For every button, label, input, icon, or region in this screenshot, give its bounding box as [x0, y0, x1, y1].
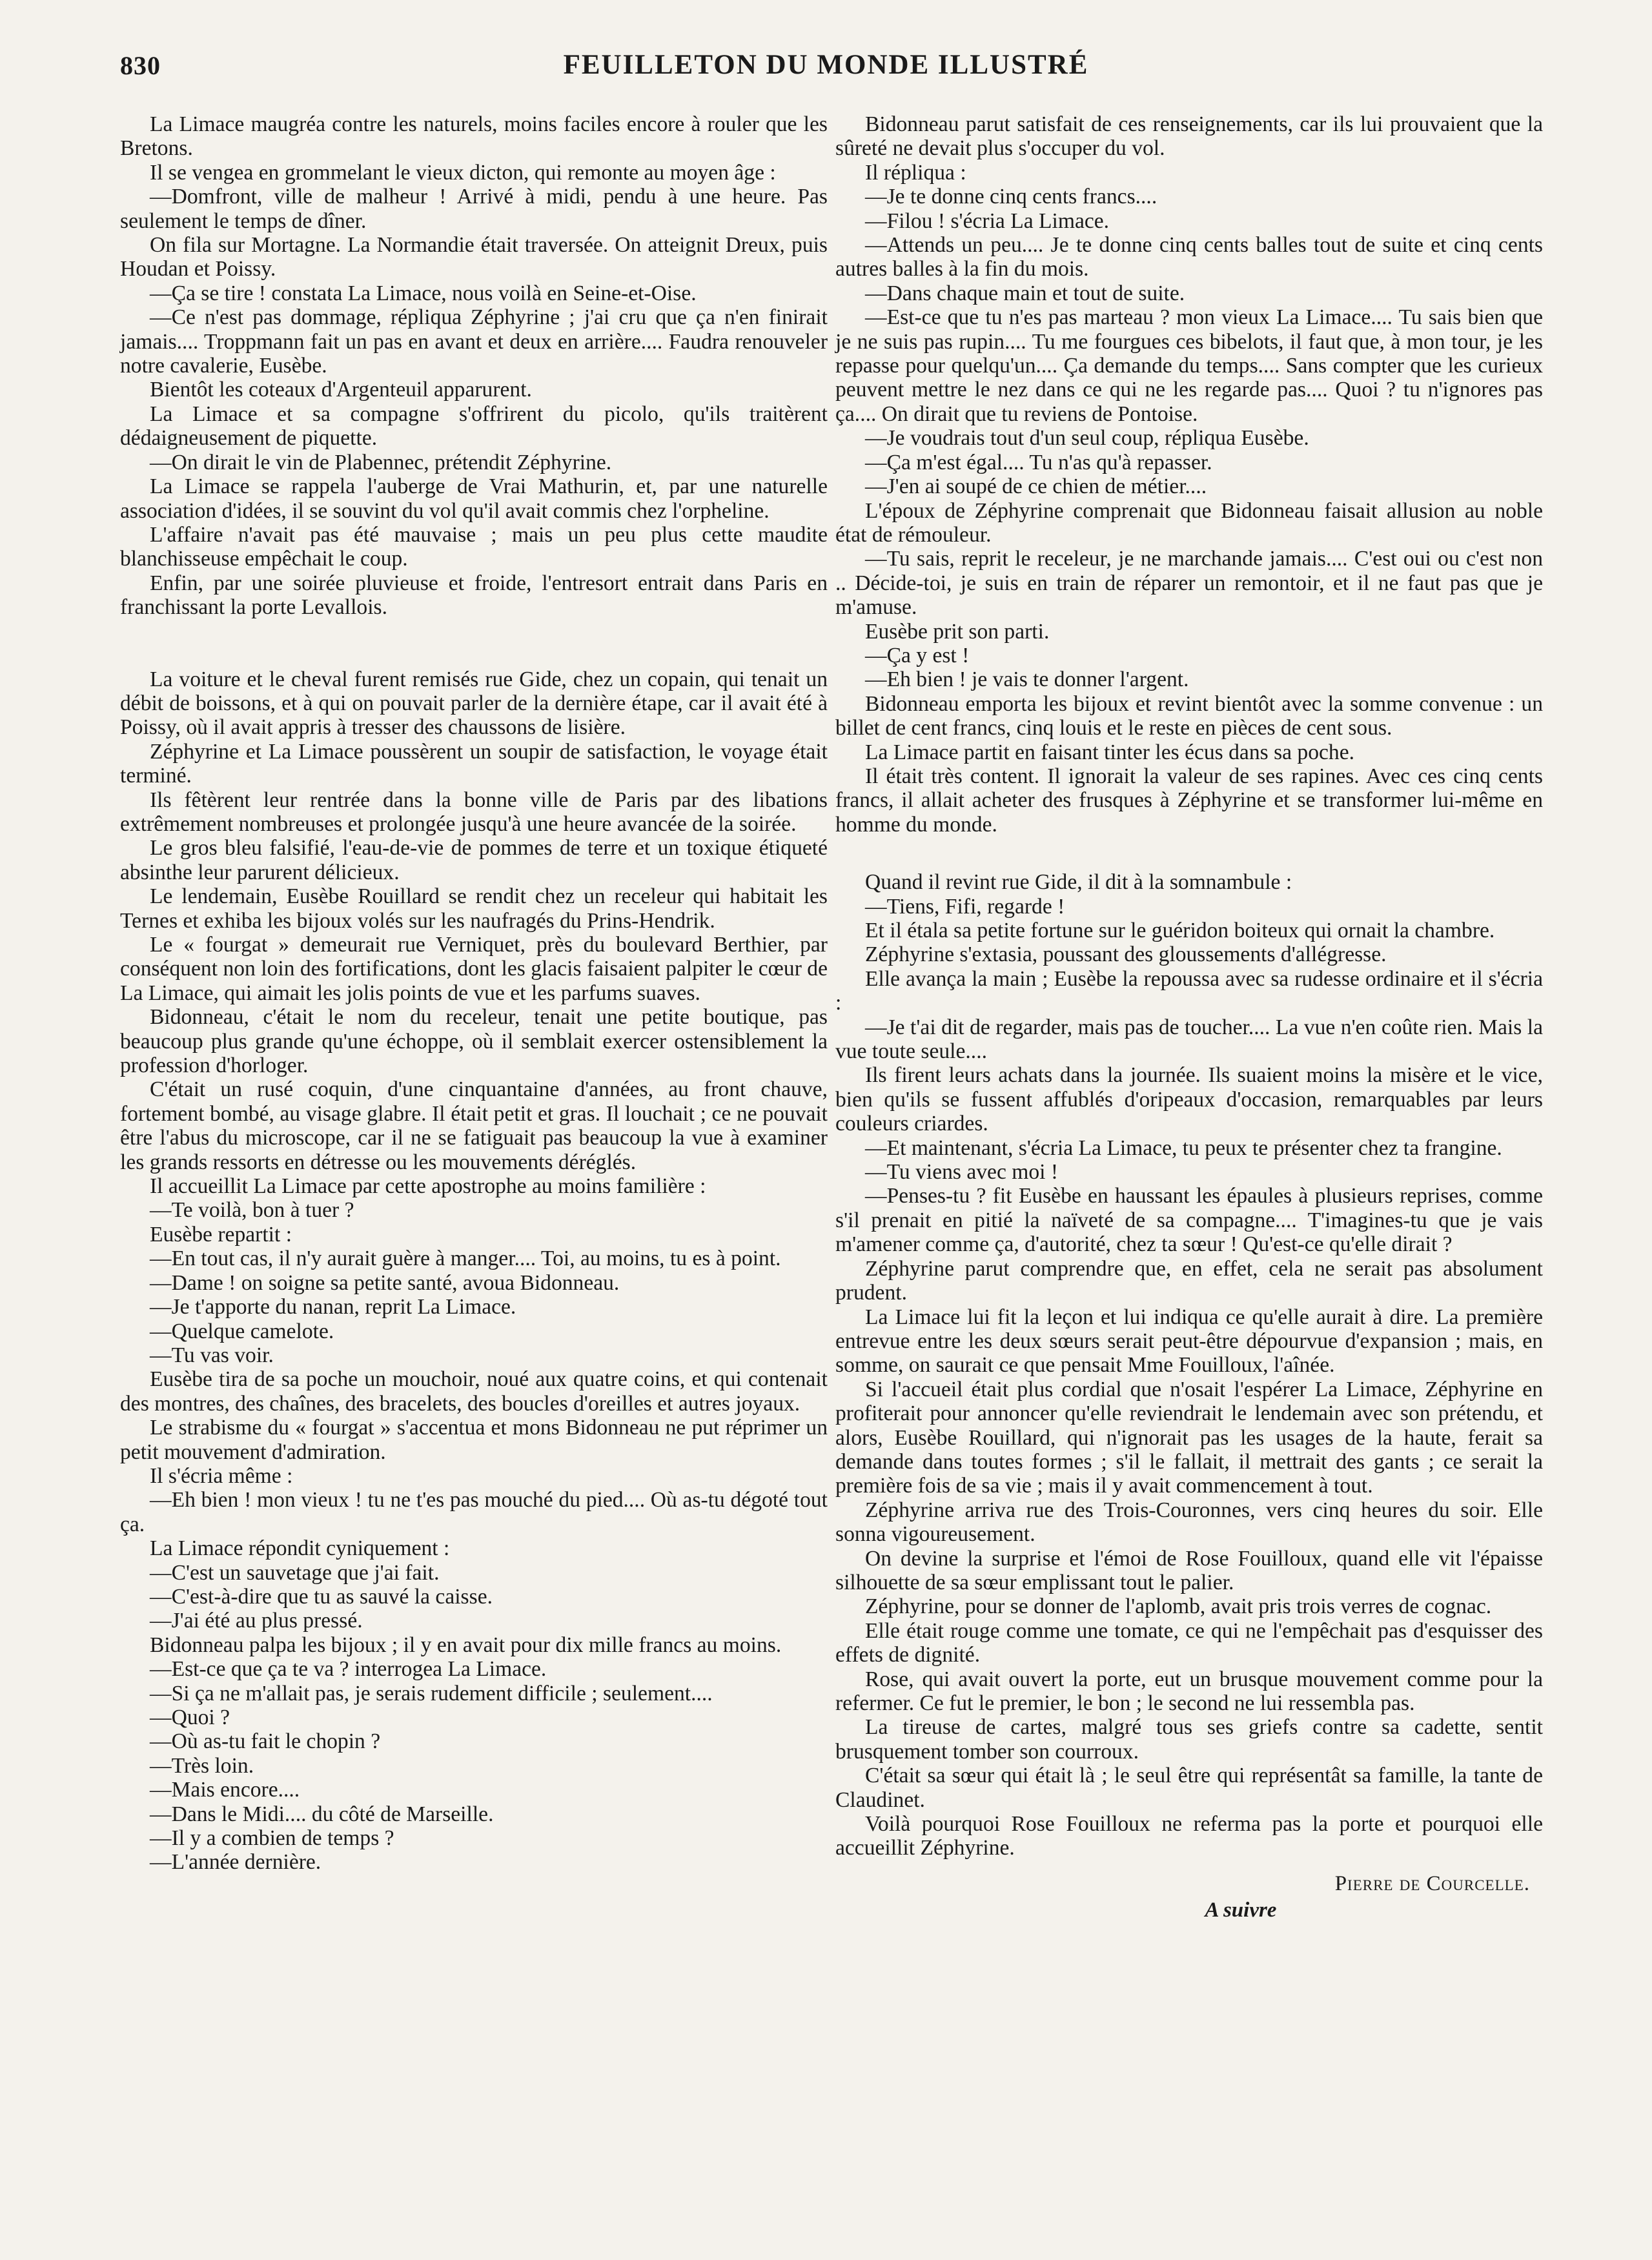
- paragraph: —Domfront, ville de malheur ! Arrivé à midi, pendu à une heure. Pas seulement le temps de dîner.: [120, 185, 828, 233]
- paragraph: Eusèbe prit son parti.: [865, 619, 1050, 644]
- paragraph: La voiture et le cheval furent remisés rue Gide, chez un copain, qui tenait un débit de boissons, et à qui on pouvait parler de la dernière étape, car il avait été à Poissy, où il avait appris à tresser des chaussons de lisière.: [120, 667, 828, 740]
- paragraph: —Tu vas voir.: [150, 1343, 274, 1367]
- paragraph: —Je te donne cinq cents francs....: [865, 185, 1157, 209]
- paragraph: Zéphyrine arriva rue des Trois-Couronnes, vers cinq heures du soir. Elle sonna vigoureusement.: [835, 1498, 1543, 1547]
- paragraph: —Ça y est !: [865, 643, 970, 667]
- paragraph: —Je t'ai dit de regarder, mais pas de toucher.... La vue n'en coûte rien. Mais la vue toute seule....: [835, 1015, 1543, 1064]
- paragraph: On devine la surprise et l'émoi de Rose Fouilloux, quand elle vit l'épaisse silhouette de sa sœur emplissant tout le palier.: [835, 1546, 1543, 1594]
- paragraph: Il s'écria même :: [150, 1463, 293, 1488]
- paragraph: Elle était rouge comme une tomate, ce qui ne l'empêchait pas d'esquisser des effets de dignité.: [835, 1618, 1543, 1667]
- paragraph: Rose, qui avait ouvert la porte, eut un brusque mouvement comme pour la refermer. Ce fut le premier, le bon ; le second ne lui ressembla pas.: [835, 1667, 1543, 1715]
- paragraph: Zéphyrine, pour se donner de l'aplomb, avait pris trois verres de cognac.: [865, 1594, 1492, 1619]
- paragraph: —Il y a combien de temps ?: [150, 1826, 394, 1851]
- paragraph: Il accueillit La Limace par cette apostrophe au moins familière :: [150, 1174, 706, 1199]
- paragraph: Il répliqua :: [865, 160, 966, 185]
- paragraph: La Limace lui fit la leçon et lui indiqua ce qu'elle aurait à dire. La première entrevue entre les deux sœurs serait peut-être dépourvue d'expansion ; mais, en somme, on saurait ce que pensait Mme Fouilloux, l'aînée.: [835, 1305, 1543, 1378]
- paragraph: La Limace partit en faisant tinter les écus dans sa poche.: [865, 740, 1355, 764]
- paragraph: —Et maintenant, s'écria La Limace, tu peux te présenter chez ta frangine.: [865, 1135, 1502, 1160]
- paragraph: —Dans chaque main et tout de suite.: [865, 281, 1185, 305]
- paragraph: Zéphyrine et La Limace poussèrent un soupir de satisfaction, le voyage était terminé.: [120, 739, 828, 788]
- paragraph: —Attends un peu.... Je te donne cinq cents balles tout de suite et cinq cents autres balles à la fin du mois.: [835, 233, 1543, 281]
- paragraph: Zéphyrine s'extasia, poussant des gloussements d'allégresse.: [865, 942, 1387, 967]
- paragraph: Bientôt les coteaux d'Argenteuil apparurent.: [150, 378, 532, 402]
- paragraph: Ils firent leurs achats dans la journée. Ils suaient moins la misère et le vice, bien qu'ils se fussent affublés d'oripeaux d'occasion, remarquables par leurs couleurs criardes.: [835, 1063, 1543, 1136]
- paragraph: Bidonneau parut satisfait de ces renseignements, car ils lui prouvaient que la sûreté ne devait plus s'occuper du vol.: [835, 112, 1543, 161]
- paragraph: La Limace se rappela l'auberge de Vrai Mathurin, et, par une naturelle association d'idées, il se souvint du vol qu'il avait commis chez l'orpheline.: [120, 474, 828, 523]
- paragraph: —Dame ! on soigne sa petite santé, avoua Bidonneau.: [150, 1270, 620, 1295]
- paragraph: —Très loin.: [150, 1753, 254, 1778]
- paragraph: Ils fêtèrent leur rentrée dans la bonne ville de Paris par des libations extrêmement nombreuses et prolongée jusqu'à une heure avancée de la soirée.: [120, 788, 828, 836]
- paragraph: —Quelque camelote.: [150, 1319, 334, 1343]
- paragraph: —Eh bien ! mon vieux ! tu ne t'es pas mouché du pied.... Où as-tu dégoté tout ça.: [120, 1488, 828, 1536]
- paragraph: —Penses-tu ? fit Eusèbe en haussant les épaules à plusieurs reprises, comme s'il prenait en pitié la naïveté de sa compagne.... T'imagines-tu que je vais m'amener comme ça, d'autorité, chez ta sœur ! Qu'est-ce qu'elle dirait ?: [835, 1184, 1543, 1257]
- left-text-column: [120, 112, 828, 1875]
- paragraph: Eusèbe repartit :: [150, 1222, 292, 1247]
- paragraph: Il se vengea en grommelant le vieux dicton, qui remonte au moyen âge :: [150, 160, 776, 185]
- paragraph: Le gros bleu falsifié, l'eau-de-vie de pommes de terre et un toxique étiqueté absinthe leur parurent délicieux.: [120, 836, 828, 884]
- paragraph: —C'est un sauvetage que j'ai fait.: [150, 1560, 440, 1585]
- paragraph: —C'est-à-dire que tu as sauvé la caisse.: [150, 1584, 493, 1609]
- paragraph: —Dans le Midi.... du côté de Marseille.: [150, 1802, 494, 1826]
- paragraph: —Est-ce que ça te va ? interrogea La Limace.: [150, 1657, 547, 1682]
- paragraph: La Limace maugréa contre les naturels, moins faciles encore à rouler que les Bretons.: [120, 112, 828, 161]
- paragraph: Le lendemain, Eusèbe Rouillard se rendit chez un receleur qui habitait les Ternes et exhiba les bijoux volés sur les naufragés du Prins-Hendrik.: [120, 884, 828, 933]
- paragraph: Voilà pourquoi Rose Fouilloux ne referma pas la porte et pourquoi elle accueillit Zéphyrine.: [835, 1812, 1543, 1860]
- paragraph: Quand il revint rue Gide, il dit à la somnambule :: [865, 870, 1292, 895]
- paragraph: —Est-ce que tu n'es pas marteau ? mon vieux La Limace.... Tu sais bien que je ne suis pas rupin.... Tu me fourgues ces bibelots, il faut que, à mon tour, je les repasse pour quelqu'un.... Ça demande du temps.... Sans compter que les curieux peuvent mettre le nez dans ce qui ne les regarde pas.... Quoi ? tu n'ignores pas ça.... On dirait que tu reviens de Pontoise.: [835, 305, 1543, 426]
- paragraph: Elle avança la main ; Eusèbe la repoussa avec sa rudesse ordinaire et il s'écria :: [835, 966, 1543, 1015]
- paragraph: C'était sa sœur qui était là ; le seul être qui représentât sa famille, la tante de Claudinet.: [835, 1764, 1543, 1812]
- paragraph: Eusèbe tira de sa poche un mouchoir, noué aux quatre coins, et qui contenait des montres, des chaînes, des bracelets, des boucles d'oreilles et autres joyaux.: [120, 1367, 828, 1416]
- paragraph: Bidonneau, c'était le nom du receleur, tenait une petite boutique, pas beaucoup plus grande qu'une échoppe, où il semblait exercer ostensiblement la profession d'horloger.: [120, 1005, 828, 1078]
- paragraph: —Où as-tu fait le chopin ?: [150, 1729, 381, 1754]
- paragraph: —J'en ai soupé de ce chien de métier....: [865, 474, 1207, 499]
- paragraph: —Te voilà, bon à tuer ?: [150, 1198, 354, 1223]
- paragraph: —Quoi ?: [150, 1705, 230, 1729]
- paragraph: La tireuse de cartes, malgré tous ses griefs contre sa cadette, sentit brusquement tomber son courroux.: [835, 1715, 1543, 1764]
- paragraph: —Tu viens avec moi !: [865, 1160, 1059, 1185]
- paragraph: —L'année dernière.: [150, 1850, 321, 1875]
- paragraph: L'époux de Zéphyrine comprenait que Bidonneau faisait allusion au noble état de rémouleur.: [835, 498, 1543, 547]
- paragraph: —On dirait le vin de Plabennec, prétendit Zéphyrine.: [150, 450, 612, 474]
- author-signature: Pierre de Courcelle.: [1334, 1871, 1530, 1895]
- paragraph: —Ce n'est pas dommage, répliqua Zéphyrine ; j'ai cru que ça n'en finirait jamais.... Troppmann fait un pas en avant et deux en arrière.... Faudra renouveler notre cavalerie, Eusèbe.: [120, 305, 828, 378]
- paragraph: On fila sur Mortagne. La Normandie était traversée. On atteignit Dreux, puis Houdan et Poissy.: [120, 233, 828, 281]
- paragraph: La Limace répondit cyniquement :: [150, 1536, 450, 1561]
- running-title: FEUILLETON DU MONDE ILLUSTRÉ: [563, 50, 1089, 80]
- paragraph: —En tout cas, il n'y aurait guère à manger.... Toi, au moins, tu es à point.: [150, 1247, 781, 1271]
- paragraph: —Ça m'est égal.... Tu n'as qu'à repasser.: [865, 450, 1212, 474]
- paragraph: —Ça se tire ! constata La Limace, nous voilà en Seine-et-Oise.: [150, 281, 697, 305]
- page-number: 830: [120, 51, 161, 80]
- paragraph: Il était très content. Il ignorait la valeur de ses rapines. Avec ces cinq cents francs, il allait acheter des frusques à Zéphyrine et se transformer lui-même en homme du monde.: [835, 764, 1543, 837]
- paragraph: —J'ai été au plus pressé.: [150, 1609, 363, 1633]
- paragraph: —Si ça ne m'allait pas, je serais rudement difficile ; seulement....: [150, 1681, 713, 1705]
- paragraph: Zéphyrine parut comprendre que, en effet, cela ne serait pas absolument prudent.: [835, 1256, 1543, 1305]
- paragraph: Si l'accueil était plus cordial que n'osait l'espérer La Limace, Zéphyrine en profiterait pour annoncer qu'elle reviendrait le lendemain avec son prétendu, et alors, Eusèbe Rouillard, qui n'ignorait pas les usages de la haute, ferait sa demande dans toutes formes ; s'il le fallait, il mettrait des gants ; ce serait la première fois de sa vie ; mais il y avait commencement à tout.: [835, 1377, 1543, 1498]
- paragraph: C'était un rusé coquin, d'une cinquantaine d'années, au front chauve, fortement bombé, au visage glabre. Il était petit et gras. Il louchait ; ce ne pouvait être l'abus du microscope, car il ne se fatiguait pas beaucoup la vue à examiner les grands ressorts en détresse ou les mouvements déréglés.: [120, 1077, 828, 1174]
- paragraph: —Tu sais, reprit le receleur, je ne marchande jamais.... C'est oui ou c'est non .. Décide-toi, je suis en train de réparer un remontoir, et il ne faut pas que je m'amuse.: [835, 547, 1543, 620]
- paragraph: —Eh bien ! je vais te donner l'argent.: [865, 667, 1189, 692]
- paragraph: Le « fourgat » demeurait rue Verniquet, près du boulevard Berthier, par conséquent non loin des fortifications, dont les glacis faisaient palpiter le cœur de La Limace, qui aimait les jolis points de vue et les parfums suaves.: [120, 933, 828, 1005]
- right-text-column: [835, 112, 1543, 1923]
- page-header: [120, 46, 1532, 98]
- paragraph: —Je t'apporte du nanan, reprit La Limace.: [150, 1295, 516, 1319]
- paragraph: —Mais encore....: [150, 1778, 300, 1802]
- paragraph: —Je voudrais tout d'un seul coup, répliqua Eusèbe.: [865, 426, 1309, 451]
- paragraph: Bidonneau emporta les bijoux et revint bientôt avec la somme convenue : un billet de cent francs, cinq louis et le reste en pièces de cent sous.: [835, 691, 1543, 740]
- paragraph: Enfin, par une soirée pluvieuse et froide, l'entresort entrait dans Paris en franchissant la porte Levallois.: [120, 571, 828, 620]
- paragraph: —Tiens, Fifi, regarde !: [865, 894, 1065, 919]
- paragraph: L'affaire n'avait pas été mauvaise ; mais un peu plus cette maudite blanchisseuse empêchait le coup.: [120, 522, 828, 571]
- paragraph: Le strabisme du « fourgat » s'accentua et mons Bidonneau ne put réprimer un petit mouvement d'admiration.: [120, 1416, 828, 1464]
- paragraph: La Limace et sa compagne s'offrirent du picolo, qu'ils traitèrent dédaigneusement de piquette.: [120, 402, 828, 451]
- paragraph: Et il étala sa petite fortune sur le guéridon boiteux qui ornait la chambre.: [865, 919, 1495, 942]
- to-be-continued: A suivre: [1205, 1899, 1277, 1922]
- paragraph: —Filou ! s'écria La Limace.: [865, 209, 1110, 233]
- paragraph: Bidonneau palpa les bijoux ; il y en avait pour dix mille francs au moins.: [150, 1633, 782, 1657]
